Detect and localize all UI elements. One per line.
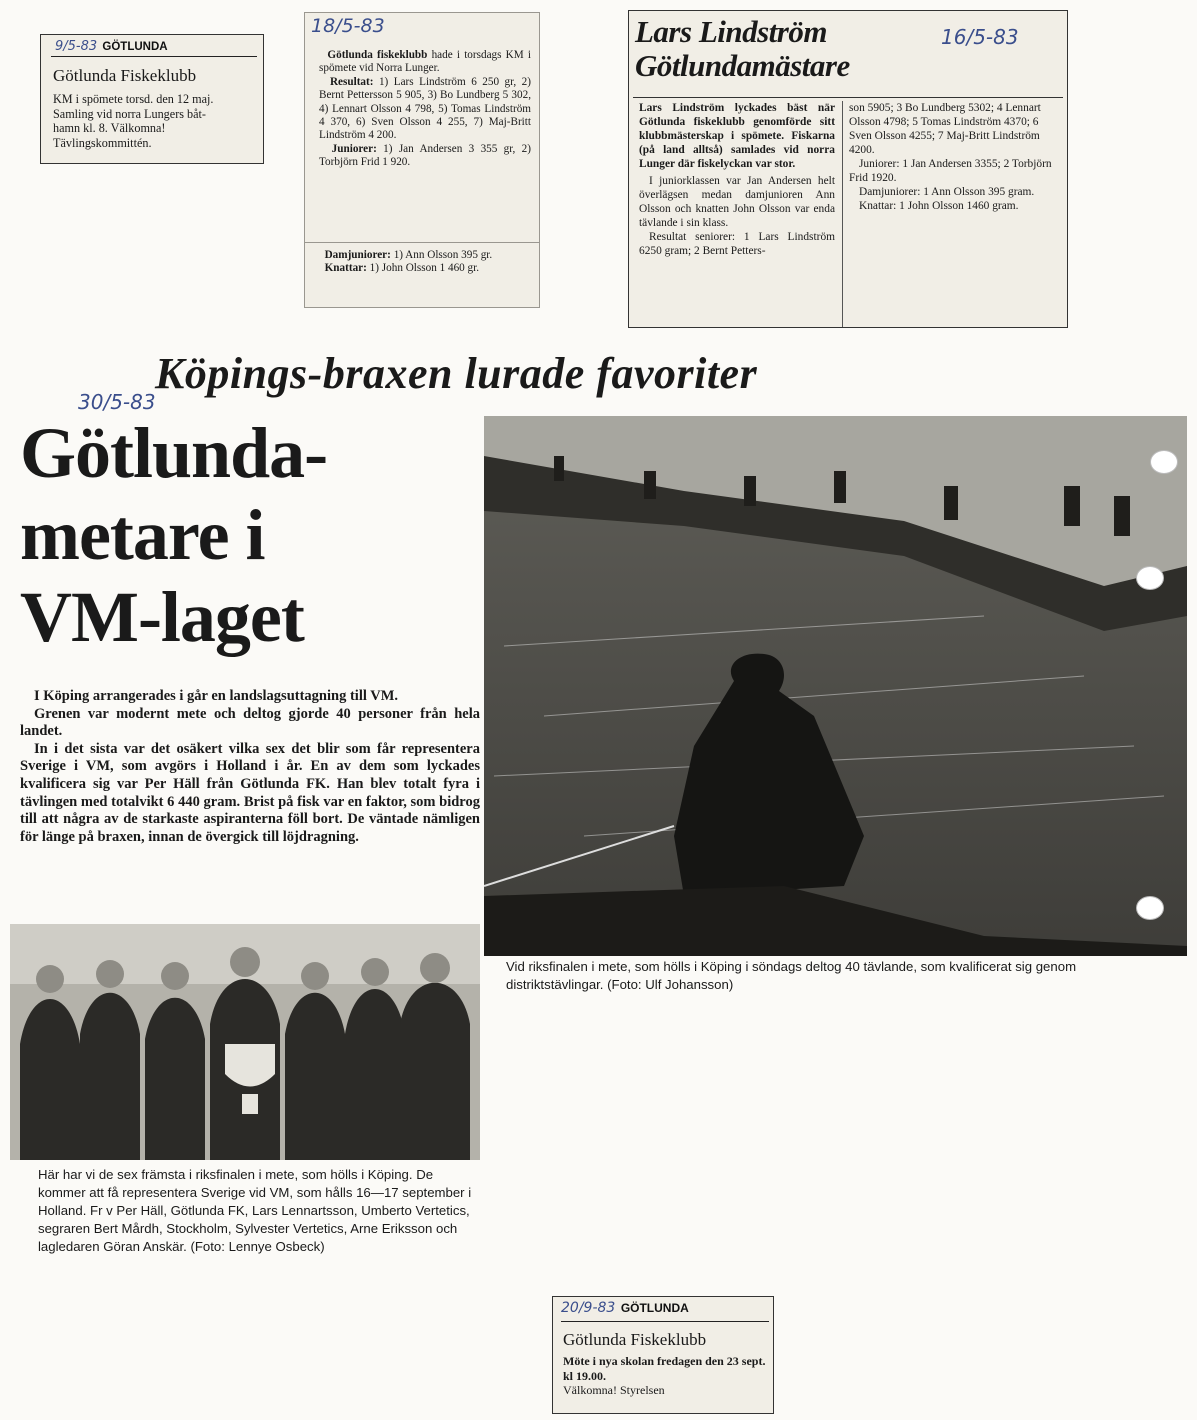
results-label: Resultat: <box>329 75 374 88</box>
notice-line: KM i spömete torsd. den 12 maj. <box>53 92 214 106</box>
article-lead <box>20 688 480 846</box>
hole-punch <box>1136 896 1164 920</box>
divider <box>633 97 1063 98</box>
handwritten-date: 9/5-83 <box>55 39 98 54</box>
juniors-label: Juniorer: <box>331 142 377 155</box>
article-paragraph: Damjuniorer: 1 Ann Olsson 395 gram. <box>859 186 1035 198</box>
lead-paragraph: Grenen var modernt mete och deltog gjorde 40 personer från hela landet. <box>20 705 480 740</box>
notice-signature: Välkomna! Styrelsen <box>563 1383 665 1397</box>
headline-line: Lars Lindström <box>635 14 827 49</box>
article-paragraph: Knattar: 1 John Olsson 1460 gram. <box>859 200 1019 212</box>
notice-bold: Möte i nya skolan fredagen den 23 sept. kl 19.00. <box>563 1354 766 1383</box>
article-headline <box>635 15 850 83</box>
headline-line: Götlunda- <box>20 413 328 493</box>
clipping-fiskeklubb-notice-may <box>40 34 264 164</box>
photo-team-image <box>10 924 480 1160</box>
section-label: GÖTLUNDA <box>620 1301 689 1315</box>
article-paragraph: Resultat seniorer: 1 Lars Lindström 6250 gram; 2 Bernt Petters- <box>639 231 835 257</box>
notice-title: Götlunda Fiskeklubb <box>563 1330 707 1349</box>
article-column-2 <box>849 101 1059 213</box>
results-text: 1) Lars Lindström 6 250 gr, 2) Bernt Pettersson 5 905, 3) Bo Lundberg 5 302, 4) Lennart Olsson 4 798, 5) Tomas Lindström 4 370, 6) Sven Olsson 4 255, 7) Maj-Britt Lindström 4 200. <box>319 75 531 142</box>
clipping-fiskeklubb-notice-sept <box>552 1296 774 1414</box>
clipping-lars-lindstrom-article <box>628 10 1068 328</box>
article-paragraph: son 5905; 3 Bo Lundberg 5302; 4 Lennart Olsson 4798; 5 Tomas Lindström 4370; 6 Sven Olsson 4255; 7 Maj-Britt Lindström 4200. <box>849 102 1041 156</box>
intro-paragraph <box>319 49 531 76</box>
results-paragraph <box>319 76 531 143</box>
handwritten-date: 18/5-83 <box>311 15 385 37</box>
damjun-label: Damjuniorer: <box>324 249 391 261</box>
headline-line: metare i <box>20 495 265 575</box>
hole-punch <box>1150 450 1178 474</box>
notice-title: Götlunda Fiskeklubb <box>53 66 197 85</box>
club-name: Götlunda fiskeklubb <box>327 49 428 61</box>
headline-line: VM-laget <box>20 577 304 657</box>
column-rule <box>842 101 843 327</box>
handwritten-date: 16/5-83 <box>941 25 1019 49</box>
clipping-seam <box>305 242 539 243</box>
main-headline <box>20 412 490 658</box>
article-column-1 <box>639 101 835 258</box>
notice-body <box>53 92 257 150</box>
photo-angler-image <box>484 416 1187 956</box>
article-lead: Lars Lindström lyckades bäst när Götlunda fiskeklubb genomförde sitt klubbmästerskap i spömete. Fiskarna (på land alltså) samlades vid norra Lunger där fiskelyckan var stor. <box>639 102 835 170</box>
clipping-header <box>55 38 168 54</box>
photo-team-with-trophy <box>10 924 480 1160</box>
photo-angler-by-water <box>484 416 1187 956</box>
clipping-header <box>561 1300 689 1317</box>
notice-line: Tävlingskommittén. <box>53 135 152 150</box>
notice-body <box>563 1354 769 1398</box>
article-paragraph: I juniorklassen var Jan Andersen helt överlägsen medan damjunioren Ann Olsson och knatten John Olsson var enda tävlande i sin klass. <box>639 175 835 229</box>
divider <box>51 56 257 57</box>
headline-line: Götlundamästare <box>635 48 850 83</box>
hole-punch <box>1136 566 1164 590</box>
damjun-paragraph <box>319 249 531 262</box>
handwritten-date: 20/9-83 <box>561 1300 616 1316</box>
juniors-text: 1) Jan Andersen 3 355 gr, 2) Torbjörn Frid 1 920. <box>319 142 531 169</box>
knattar-paragraph <box>319 262 531 275</box>
photo-caption: Här har vi de sex främsta i riksfinalen i mete, som hölls i Köping. De kommer att få representera Sverige vid VM, som hålls 16—17 september i Holland. Fr v Per Häll, Götlunda FK, Lars Lennartsson, Umberto Vertetics, segraren Bert Mårdh, Stockholm, Sylvester Vertetics, Arne Eriksson och lagledaren Göran Anskär. (Foto: Lennye Osbeck) <box>38 1167 472 1254</box>
divider <box>561 1321 769 1322</box>
knattar-label: Knattar: <box>324 262 367 275</box>
damjun-text: 1) Ann Olsson 395 gr. <box>390 249 493 261</box>
knattar-text: 1) John Olsson 1 460 gr. <box>366 262 480 275</box>
photo-caption: Vid riksfinalen i mete, som hölls i Köping i söndags deltog 40 tävlande, som kvalificerat sig genom distriktstävlingar. (Foto: Ulf Johansson) <box>506 959 1077 992</box>
results-body <box>319 49 531 170</box>
article-paragraph: Juniorer: 1 Jan Andersen 3355; 2 Torbjörn Frid 1920. <box>849 158 1052 184</box>
section-label: GÖTLUNDA <box>102 41 168 53</box>
juniors-paragraph <box>319 143 531 170</box>
kicker-headline: Köpings-braxen lurade favoriter <box>155 349 758 398</box>
notice-line: Samling vid norra Lungers båt- <box>53 106 206 121</box>
lead-paragraph: I Köping arrangerades i går en landslagsuttagning till VM. <box>34 688 399 704</box>
results-body-continued <box>319 249 531 276</box>
lead-paragraph: In i det sista var det osäkert vilka sex det blir som får representera Sverige i VM, som avgörs i Holland i år. En av dem som lyckades kvalificera sig var Per Häll från Götlunda FK. Han blev totalt fyra i tävlingen med totalvikt 6 440 gram. Brist på fisk var en faktor, som bidrog till att några av de starkaste aspiranterna föll bort. De väntade nämligen för länge på braxen, innan de övergick till löjdragning. <box>20 740 480 845</box>
handwritten-date: 30/5-83 <box>78 390 156 414</box>
intro-text: hade i torsdags KM i spömete vid Norra Lunger. <box>319 49 532 75</box>
notice-line: hamn kl. 8. Välkomna! <box>53 121 166 135</box>
clipping-km-results-short <box>304 12 540 308</box>
